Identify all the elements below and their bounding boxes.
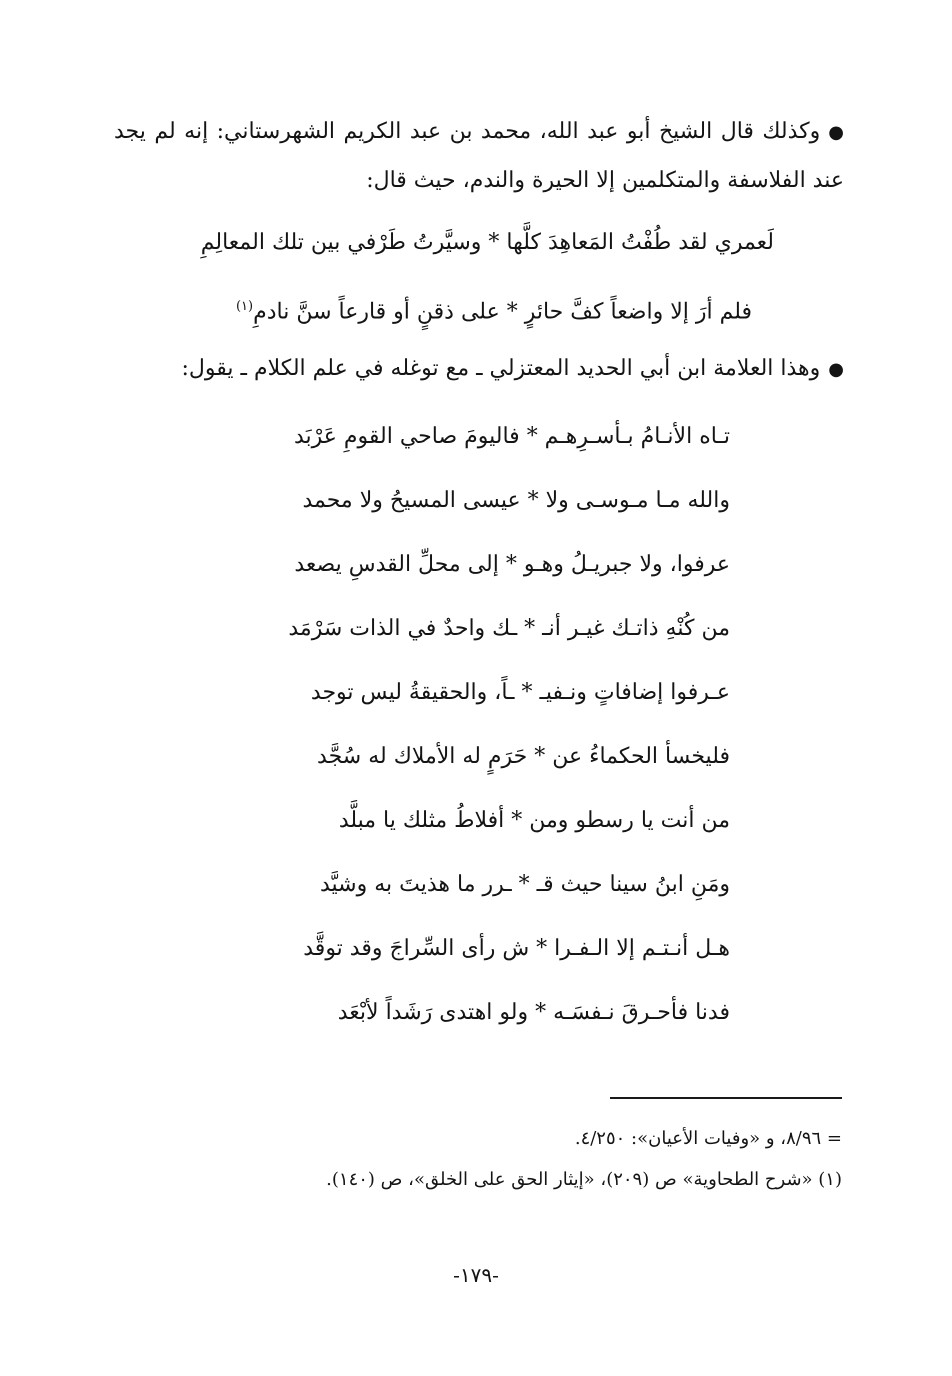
poem2-line: فليخسأ الحكماءُ عن * حَرَمٍ له الأملاك له سُجَّد [317, 744, 730, 769]
paragraph-text: وهذا العلامة ابن أبي الحديد المعتزلي ـ مع توغله في علم الكلام ـ يقول: [181, 356, 821, 381]
paragraph-text: وكذلك قال الشيخ أبو عبد الله، محمد بن عبد الكريم الشهرستاني: إنه لم يجد عند الفلاسفة والمتكلمين إلا الحيرة والندم، حيث قال: [114, 119, 844, 193]
footnote-continuation: = ٨/٩٦، و «وفيات الأعيان»: ٤/٢٥٠. [574, 1128, 842, 1149]
footnote-1: (١) «شرح الطحاوية» ص (٢٠٩)، «إيثار الحق على الخلق»، ص (١٤٠). [326, 1169, 842, 1190]
poem2-line: عرفوا، ولا جبريـلُ وهـو * إلى محلِّ القدسِ يصعد [294, 552, 730, 577]
poem2-line: من كُنْهِ ذاتـك غيـر أنـ * ـك واحدٌ في الذات سَرْمَد [288, 616, 730, 641]
poem2-line: ومَنِ ابنُ سينا حيث قـ * ـرر ما هذيتَ به وشيَّد [319, 872, 730, 897]
poem2-line: فدنا فأحـرقَ نـفسَـه * ولو اهتدى رَشَداً لأبْعَد [337, 1000, 730, 1025]
footnote-ref: (١) [235, 299, 254, 314]
bullet-icon: ● [828, 359, 844, 380]
poem1-line: فلم أرَ إلا واضعاً كفَّ حائرٍ * على ذقنٍ أو قارعاً سنَّ نادمِ$^{(١)}$ [235, 299, 753, 325]
poem2-line: تـاه الأنـامُ بـأسـرِهـم * فاليومَ صاحي القومِ عَرْبَد [293, 424, 730, 449]
footnote-divider [610, 1097, 842, 1099]
poem2-line: والله مـا مـوسـى ولا * عيسى المسيحُ ولا محمد [302, 488, 730, 513]
page-number: -١٧٩- [453, 1263, 499, 1287]
poem1-line: لَعمري لقد طُفْتُ المَعاهِدَ كلَّها * وسيَّرتُ طَرْفي بين تلك المعالِمِ [200, 230, 774, 255]
bullet-icon: ● [828, 122, 844, 143]
poem2-line: عـرفوا إضافاتٍ ونـفيـ * ـاً، والحقيقةُ ليس توجد [310, 680, 730, 705]
poem2-line: هـل أنـتـم إلا الـفـرا * ش رأى السِّراجَ وقد توقَّد [303, 936, 730, 961]
paragraph-shahrastani [114, 108, 844, 205]
paragraph-ibn-abi-al-hadid [114, 345, 844, 394]
poem2-line: من أنت يا رسطو ومن * أفلاطُ مثلك يا مبلَّد [338, 808, 730, 833]
